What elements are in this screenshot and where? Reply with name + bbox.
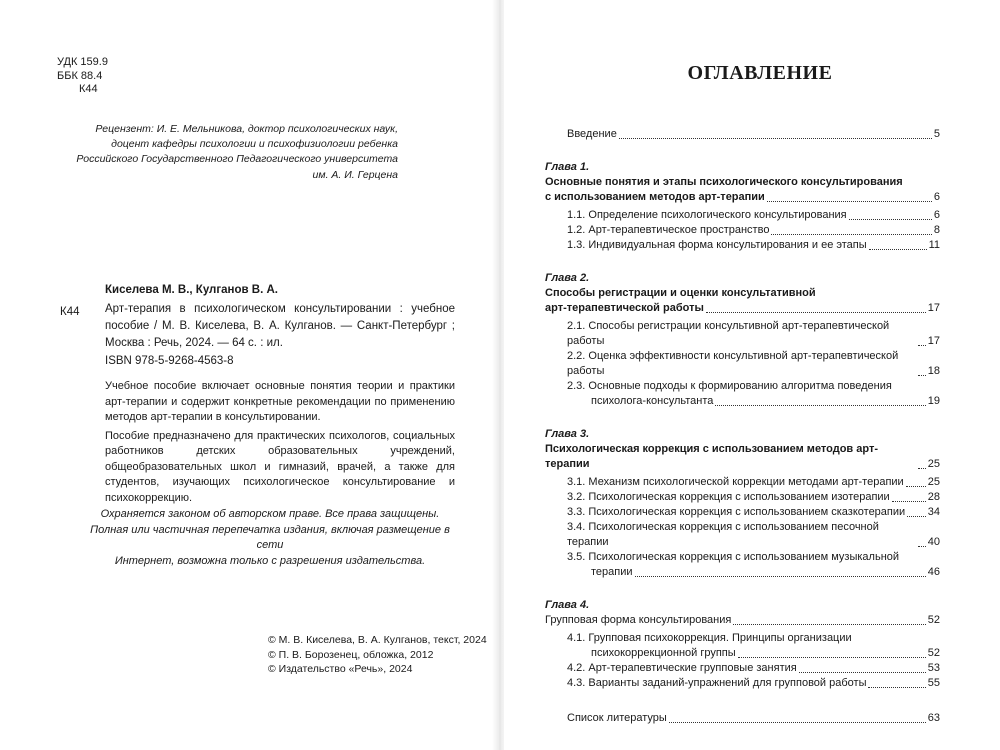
section-title: 3.2. Психологическая коррекция с использованием изотерапии — [567, 491, 890, 503]
dot-leader — [619, 138, 932, 139]
classification-block — [57, 56, 108, 97]
toc-page-number: 19 — [927, 395, 940, 407]
toc-page-number: 46 — [927, 566, 940, 578]
toc-entry-references[interactable] — [567, 711, 940, 726]
toc-entry-chapter-3[interactable] — [545, 442, 940, 472]
chapter-title-line: Основные понятия и этапы психологического консультирования — [545, 176, 903, 188]
toc-page-number: 34 — [927, 506, 940, 518]
section-title: 3.4. Психологическая коррекция с использованием песочной терапии — [567, 521, 879, 548]
toc-page-number: 6 — [933, 209, 940, 221]
notice-line: Охраняется законом об авторском праве. Все права защищены. — [100, 508, 440, 520]
toc-page-number: 17 — [927, 335, 940, 347]
dot-leader — [799, 672, 926, 673]
toc-entry-section[interactable] — [567, 238, 940, 253]
copyright-lines — [268, 633, 487, 677]
section-title[interactable]: 3.5. Психологическая коррекция с использованием музыкальной — [567, 551, 900, 563]
dot-leader — [669, 722, 926, 723]
toc-entry-title: Список литературы — [567, 712, 667, 724]
dot-leader — [733, 624, 925, 625]
copyright-notice — [90, 507, 450, 569]
dot-leader — [706, 312, 926, 313]
toc-entry-section[interactable] — [567, 520, 940, 550]
toc-entry-section[interactable] — [567, 661, 940, 676]
toc-page-number: 5 — [933, 128, 940, 140]
notice-line: Интернет, возможна только с разрешения издательства. — [114, 554, 426, 567]
chapter-label: Глава 3. — [545, 428, 590, 440]
dot-leader — [738, 657, 926, 658]
section-title: 1.1. Определение психологического консультирования — [567, 209, 847, 221]
annotation — [105, 379, 455, 506]
section-title: 3.3. Психологическая коррекция с использованием сказкотерапии — [567, 506, 906, 518]
dot-leader — [918, 468, 926, 469]
table-of-contents — [545, 127, 940, 726]
section-title: 2.2. Оценка эффективности консультивной арт-терапевтической работы — [567, 350, 899, 377]
toc-entry-chapter-2[interactable] — [545, 301, 940, 316]
chapter-title-line: арт-терапевтической работы — [545, 302, 704, 314]
toc-entry-section[interactable] — [567, 676, 940, 691]
chapter-title-line: Психологическая коррекция с использованием методов арт-терапии — [545, 443, 878, 470]
reviewer-line: доцент кафедры психологии и психофизиологии ребенка — [111, 138, 398, 151]
dot-leader — [918, 375, 926, 376]
chapter-title-line: Способы регистрации и оценки консультативной — [545, 287, 816, 299]
copyright-line: © П. В. Борозенец, обложка, 2012 — [268, 648, 434, 661]
annotation-paragraph: Пособие предназначено для практических психологов, социальных работников детских образовательных учреждений, общеобразовательных школ и гимназий, врачей, а также для студентов, изучающих психологическое консультирование и психокоррекцию. — [105, 429, 455, 504]
toc-entry-section[interactable] — [567, 319, 940, 349]
dot-leader — [868, 687, 925, 688]
section-title[interactable]: 4.1. Групповая психокоррекция. Принципы организации — [567, 632, 852, 644]
dot-leader — [918, 546, 926, 547]
author-code: К44 — [79, 83, 98, 95]
section-title-continued: психокоррекционной группы — [591, 647, 736, 659]
toc-entry-chapter-1[interactable] — [545, 190, 940, 205]
dot-leader — [767, 201, 932, 202]
copyright-line: © М. В. Киселева, В. А. Кулганов, текст, 2024 — [268, 634, 487, 646]
reviewer-block — [60, 122, 398, 183]
toc-entry-intro[interactable] — [567, 127, 940, 142]
bibliographic-description: Арт-терапия в психологическом консультировании : учебное пособие / М. В. Киселева, В. А. Кулганов. — Санкт-Петербург ; Москва : Речь, 2024. — 64 с. : ил. — [105, 303, 455, 349]
toc-entry-section[interactable] — [567, 349, 940, 379]
toc-page-number: 18 — [927, 365, 940, 377]
toc-page-number: 52 — [927, 614, 940, 626]
toc-entry-section[interactable] — [567, 490, 940, 505]
section-title-continued: психолога-консультанта — [591, 395, 714, 407]
dot-leader — [907, 516, 926, 517]
toc-page-number: 6 — [933, 191, 940, 203]
udk-code: УДК 159.9 — [57, 56, 108, 68]
section-title: 1.3. Индивидуальная форма консультирования и ее этапы — [567, 239, 867, 251]
toc-entry-section[interactable] — [567, 505, 940, 520]
chapter-title-line: с использованием методов арт-терапии — [545, 191, 765, 203]
dot-leader — [771, 234, 931, 235]
copyright-line: © Издательство «Речь», 2024 — [268, 663, 413, 675]
toc-entry-section[interactable] — [567, 223, 940, 238]
toc-page-number: 55 — [927, 677, 940, 689]
dot-leader — [918, 345, 926, 346]
toc-title: ОГЛАВЛЕНИЕ — [687, 62, 833, 84]
section-title: 1.2. Арт-терапевтическое пространство — [567, 224, 770, 236]
toc-page-number: 28 — [927, 491, 940, 503]
section-title-continued: терапии — [591, 566, 633, 578]
reviewer-line: Рецензент: И. Е. Мельникова, доктор психологических наук, — [95, 123, 398, 135]
toc-entry-section[interactable] — [567, 475, 940, 490]
section-title: 2.1. Способы регистрации консультивной арт-терапевтической работы — [567, 320, 890, 347]
toc-page-number: 8 — [933, 224, 940, 236]
toc-entry-section[interactable] — [591, 565, 940, 580]
reviewer-line: им. А. И. Герцена — [312, 168, 398, 181]
chapter-label: Глава 1. — [545, 161, 590, 173]
reviewer-line: Российского Государственного Педагогического университета — [76, 153, 398, 166]
chapter-title-line: Групповая форма консультирования — [545, 614, 732, 626]
toc-page-number: 25 — [927, 476, 940, 488]
authors-heading: Киселева М. В., Кулганов В. А. — [105, 284, 278, 296]
toc-page-number: 25 — [927, 458, 940, 470]
toc-page-number: 17 — [927, 302, 940, 314]
section-title[interactable]: 2.3. Основные подходы к формированию алгоритма поведения — [567, 380, 892, 392]
isbn: ISBN 978-5-9268-4563-8 — [105, 355, 234, 367]
toc-page-number: 11 — [928, 239, 940, 251]
section-title: 3.1. Механизм психологической коррекции методами арт-терапии — [567, 476, 904, 488]
toc-entry-section[interactable] — [591, 646, 940, 661]
chapter-label: Глава 2. — [545, 272, 590, 284]
dot-leader — [635, 576, 926, 577]
dot-leader — [849, 219, 932, 220]
toc-entry-title: Введение — [567, 128, 617, 140]
toc-entry-chapter-4[interactable] — [545, 613, 940, 628]
toc-page-number: 40 — [927, 536, 940, 548]
toc-page-number: 63 — [927, 712, 940, 724]
dot-leader — [906, 486, 926, 487]
dot-leader — [869, 249, 927, 250]
dot-leader — [715, 405, 925, 406]
toc-entry-section[interactable] — [591, 394, 940, 409]
left-page — [0, 0, 496, 750]
chapter-label: Глава 4. — [545, 599, 590, 611]
author-code-mark: К44 — [60, 306, 80, 318]
toc-page-number: 53 — [927, 662, 940, 674]
bbk-code: ББК 88.4 — [57, 69, 103, 82]
section-title: 4.2. Арт-терапевтические групповые занятия — [567, 662, 797, 674]
toc-entry-section[interactable] — [567, 208, 940, 223]
annotation-paragraph: Учебное пособие включает основные понятия теории и практики арт-терапии и содержит конкретные рекомендации по применению методов арт-терапии в консультировании. — [105, 380, 455, 423]
toc-page-number: 52 — [927, 647, 940, 659]
dot-leader — [892, 501, 926, 502]
section-title: 4.3. Варианты заданий-упражнений для групповой работы — [567, 677, 867, 689]
notice-line: Полная или частичная перепечатка издания, включая размещение в сети — [90, 523, 450, 551]
